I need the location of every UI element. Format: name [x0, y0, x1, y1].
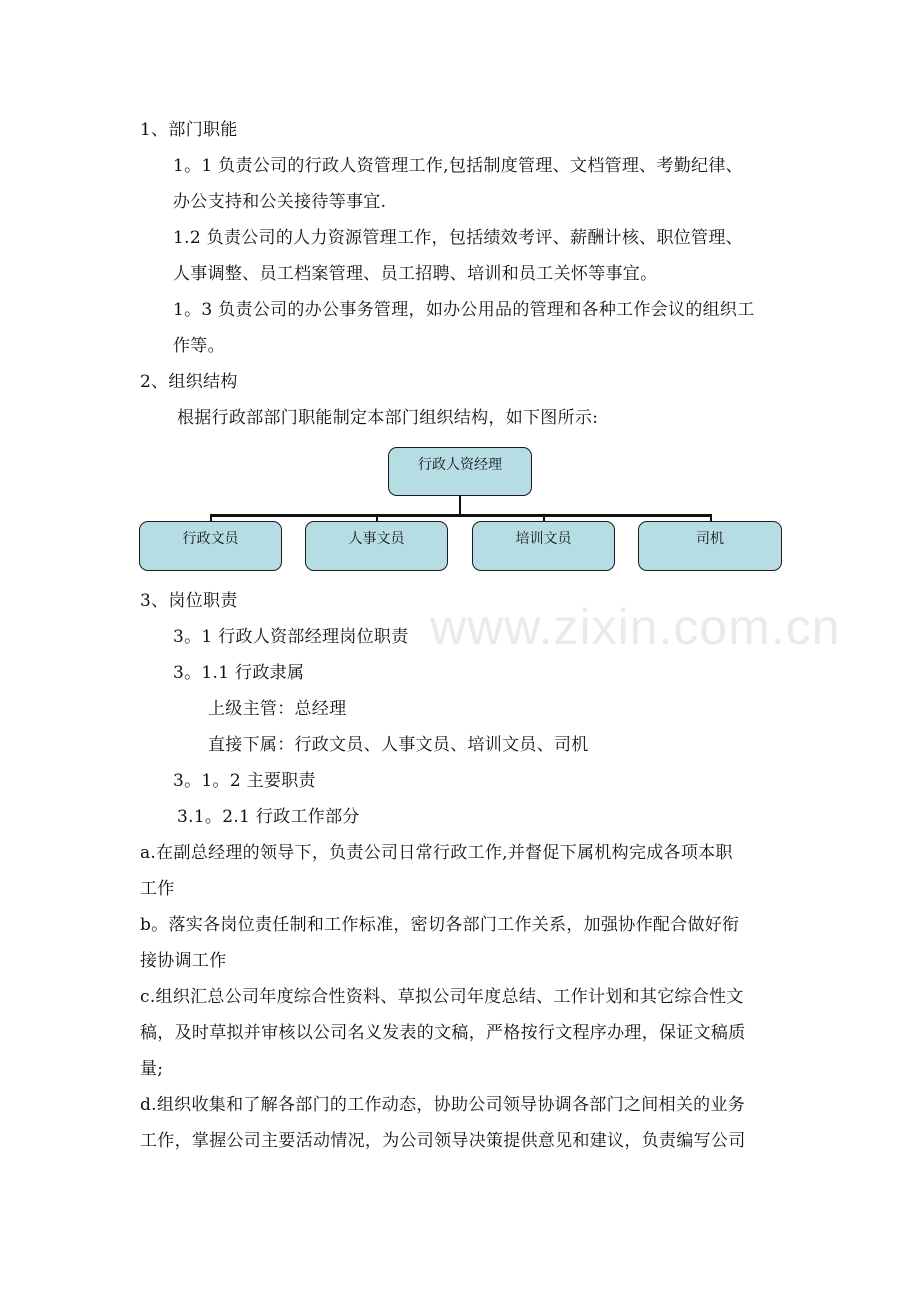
- section-3-title: 3、岗位职责: [140, 591, 238, 611]
- org-node-manager-label: 行政人资经理: [418, 457, 502, 473]
- heading-3-1: 3。1 行政人资部经理岗位职责: [173, 627, 409, 647]
- org-node-driver-label: 司机: [696, 531, 724, 547]
- org-chart-intro: 根据行政部部门职能制定本部门组织结构，如下图所示:: [177, 408, 599, 428]
- subordinates-line: 直接下属：行政文员、人事文员、培训文员、司机: [208, 735, 589, 755]
- item-b-line1: b。落实各岗位责任制和工作标准，密切各部门工作关系，加强协作配合做好衔: [140, 915, 740, 935]
- org-connector-horizontal: [210, 514, 712, 517]
- item-d-line1: d.组织收集和了解各部门的工作动态，协助公司领导协调各部门之间相关的业务: [140, 1095, 746, 1115]
- heading-3-1-1: 3。1.1 行政隶属: [173, 663, 305, 683]
- watermark: www.zixin.com.cn: [430, 599, 841, 655]
- section-1-title: 1、部门职能: [140, 120, 238, 140]
- item-c-line2: 稿，及时草拟并审核以公司名义发表的文稿，严格按行文程序办理，保证文稿质: [140, 1023, 746, 1043]
- paragraph-1-3-line1: 1。3 负责公司的办公事务管理，如办公用品的管理和各种工作会议的组织工: [173, 300, 755, 320]
- org-connector-vertical-top: [459, 496, 461, 515]
- paragraph-1-3-line2: 作等。: [173, 336, 225, 356]
- item-c-line1: c.组织汇总公司年度综合性资料、草拟公司年度总结、工作计划和其它综合性文: [140, 987, 744, 1007]
- org-node-manager: [388, 447, 532, 496]
- org-node-training-clerk-label: 培训文员: [515, 531, 572, 547]
- org-node-driver: [638, 521, 782, 571]
- superior-line: 上级主管：总经理: [208, 699, 347, 719]
- org-node-admin-clerk: [139, 521, 282, 571]
- paragraph-1-2-line1: 1.2 负责公司的人力资源管理工作，包括绩效考评、薪酬计核、职位管理、: [173, 228, 743, 248]
- org-node-admin-clerk-label: 行政文员: [182, 531, 239, 547]
- paragraph-1-2-line2: 人事调整、员工档案管理、员工招聘、培训和员工关怀等事宜。: [173, 264, 658, 284]
- org-node-training-clerk: [472, 521, 615, 571]
- heading-3-1-2: 3。1。2 主要职责: [173, 771, 316, 791]
- org-node-hr-clerk: [305, 521, 448, 571]
- item-b-line2: 接协调工作: [140, 951, 227, 971]
- item-a-line2: 工作: [140, 879, 175, 899]
- item-d-line2: 工作，掌握公司主要活动情况，为公司领导决策提供意见和建议，负责编写公司: [140, 1131, 746, 1151]
- paragraph-1-1-line1: 1。1 负责公司的行政人资管理工作,包括制度管理、文档管理、考勤纪律、: [173, 156, 743, 176]
- item-a-line1: a.在副总经理的领导下，负责公司日常行政工作,并督促下属机构完成各项本职: [140, 843, 733, 863]
- org-node-hr-clerk-label: 人事文员: [348, 531, 405, 547]
- item-c-line3: 量;: [140, 1059, 164, 1079]
- section-2-title: 2、组织结构: [140, 372, 238, 392]
- paragraph-1-1-line2: 办公支持和公关接待等事宜.: [173, 192, 387, 212]
- heading-3-1-2-1: 3.1。2.1 行政工作部分: [177, 807, 360, 827]
